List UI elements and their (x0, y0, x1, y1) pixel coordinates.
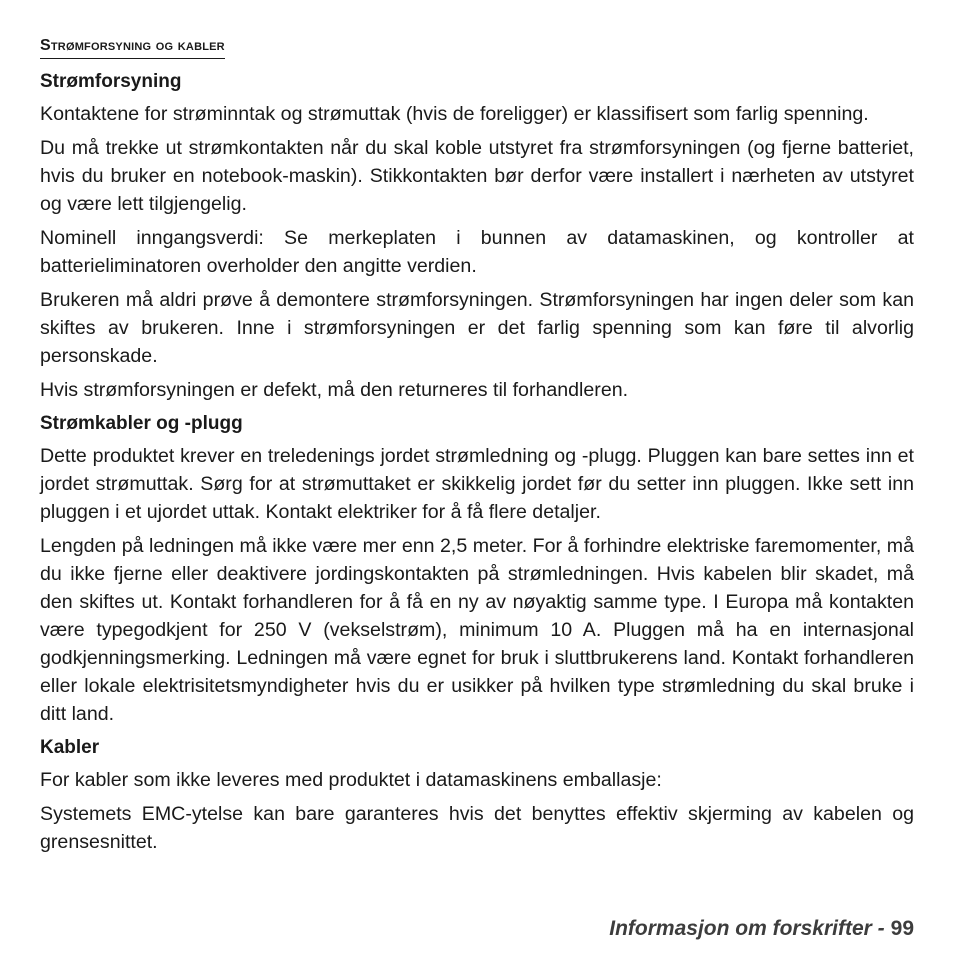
section-title-rest: trømforsyning og kabler (50, 37, 225, 54)
paragraph: Du må trekke ut strømkontakten når du skal koble utstyret fra strømforsyningen (og fjerne batteriet, hvis du bruker en notebook-maskin). Stikkontakten bør derfor være installert i nærheten av utstyret og være lett tilgjengelig. (40, 137, 914, 215)
document-body (40, 68, 914, 856)
paragraph: Dette produktet krever en treledenings jordet strømledning og -plugg. Pluggen kan bare settes inn et jordet strømuttak. Sørg for at strømuttaket er skikkelig jordet før du setter inn pluggen. Ikke sett inn pluggen i et ujordet uttak. Kontakt elektriker for å få flere detaljer. (40, 445, 914, 523)
page-footer (609, 914, 914, 944)
paragraph: Nominell inngangsverdi: Se merkeplaten i bunnen av datamaskinen, og kontroller at batterieliminatoren overholder den angitte verdien. (40, 227, 914, 277)
heading-kabler: Kabler (40, 737, 100, 758)
paragraph: Brukeren må aldri prøve å demontere strømforsyningen. Strømforsyningen har ingen deler som kan skiftes av brukeren. Inne i strømforsyningen er det farlig spenning som kan føre til alvorlig personskade. (40, 289, 914, 367)
section-title-initial: S (40, 37, 51, 54)
page-number: 99 (890, 917, 914, 940)
footer-label: Informasjon om forskrifter - (609, 917, 885, 940)
paragraph: Hvis strømforsyningen er defekt, må den returneres til forhandleren. (40, 379, 629, 401)
paragraph: Kontaktene for strøminntak og strømuttak (hvis de foreligger) er klassifisert som farlig spenning. (40, 103, 869, 125)
paragraph: Lengden på ledningen må ikke være mer enn 2,5 meter. For å forhindre elektriske faremomenter, må du ikke fjerne eller deaktivere jordingskontakten på strømledningen. Hvis kabelen blir skadet, må den skiftes ut. Kontakt forhandleren for å få en ny av nøyaktig samme type. I Europa må kontakten være typegodkjent for 250 V (vekselstrøm), minimum 10 A. Pluggen må ha en internasjonal godkjenningsmerking. Ledningen må være egnet for bruk i sluttbrukerens land. Kontakt forhandleren eller lokale elektrisitetsmyndigheter hvis du er usikker på hvilken type strømledning du skal bruke i ditt land. (40, 535, 914, 725)
paragraph: For kabler som ikke leveres med produktet i datamaskinens emballasje: (40, 769, 662, 791)
heading-stromforsyning: Strømforsyning (40, 71, 182, 92)
section-title (40, 36, 225, 59)
paragraph: Systemets EMC-ytelse kan bare garanteres hvis det benyttes effektiv skjerming av kabelen og grensesnittet. (40, 803, 914, 853)
heading-stromkabler: Strømkabler og -plugg (40, 413, 243, 434)
